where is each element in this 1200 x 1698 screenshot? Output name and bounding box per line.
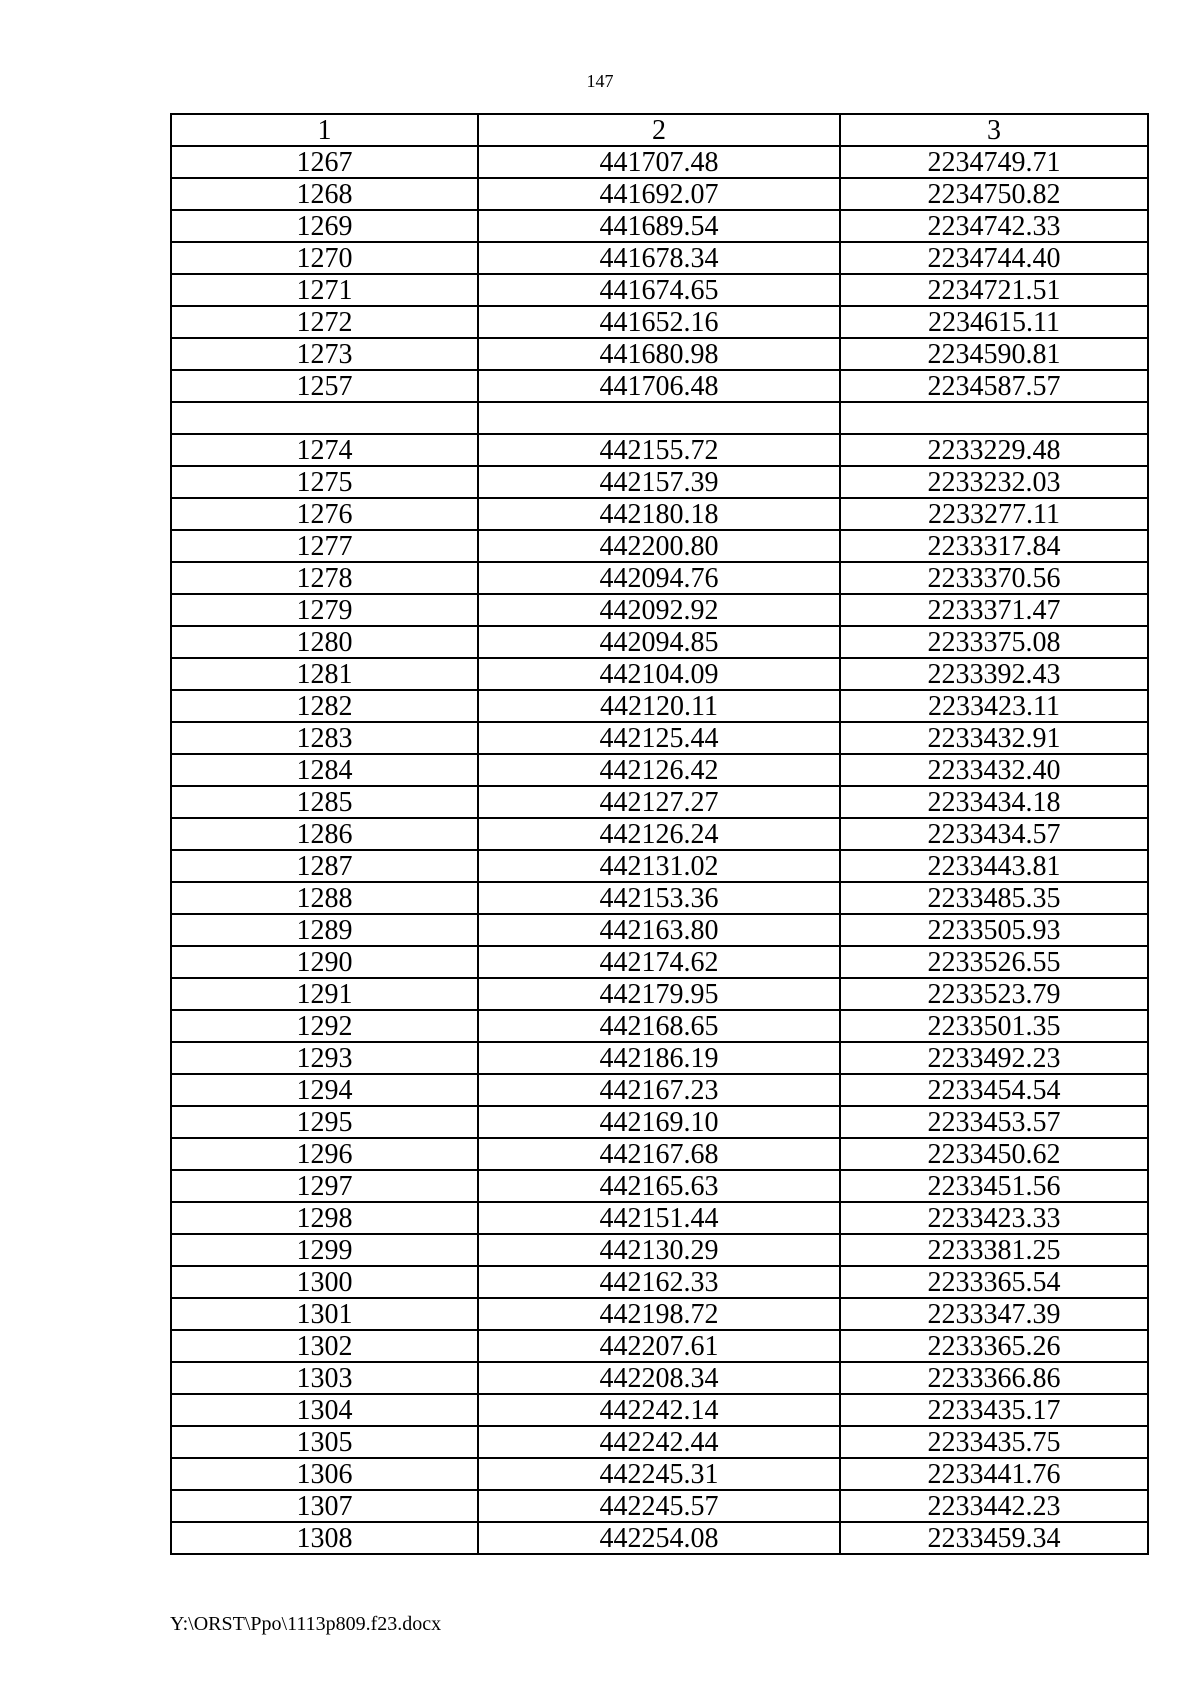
cell-y-coordinate: 2233459.34 (840, 1522, 1148, 1554)
cell-y-coordinate: 2233454.54 (840, 1074, 1148, 1106)
cell-x-coordinate: 442127.27 (478, 786, 840, 818)
table-row (171, 594, 1148, 626)
table-row (171, 1266, 1148, 1298)
table-row (171, 370, 1148, 402)
table-row (171, 626, 1148, 658)
table-row (171, 754, 1148, 786)
cell-y-coordinate: 2233347.39 (840, 1298, 1148, 1330)
cell-point-number: 1275 (171, 466, 478, 498)
cell-y-coordinate: 2234615.11 (840, 306, 1148, 338)
cell-point-number: 1277 (171, 530, 478, 562)
cell-x-coordinate: 442094.76 (478, 562, 840, 594)
cell-y-coordinate: 2234721.51 (840, 274, 1148, 306)
cell-y-coordinate: 2233501.35 (840, 1010, 1148, 1042)
cell-point-number: 1296 (171, 1138, 478, 1170)
cell-y-coordinate: 2233371.47 (840, 594, 1148, 626)
cell-x-coordinate: 442174.62 (478, 946, 840, 978)
cell-y-coordinate: 2233370.56 (840, 562, 1148, 594)
cell-x-coordinate: 442167.68 (478, 1138, 840, 1170)
cell-x-coordinate: 442245.31 (478, 1458, 840, 1490)
cell-y-coordinate: 2233505.93 (840, 914, 1148, 946)
table-row (171, 882, 1148, 914)
table-row (171, 1298, 1148, 1330)
cell-y-coordinate: 2233526.55 (840, 946, 1148, 978)
table-row (171, 1074, 1148, 1106)
cell-point-number: 1304 (171, 1394, 478, 1426)
table-row (171, 1426, 1148, 1458)
table-row (171, 914, 1148, 946)
cell-y-coordinate: 2233432.91 (840, 722, 1148, 754)
cell-x-coordinate: 442179.95 (478, 978, 840, 1010)
table-row (171, 1490, 1148, 1522)
cell-point-number: 1295 (171, 1106, 478, 1138)
table-row (171, 1042, 1148, 1074)
cell-point-number: 1283 (171, 722, 478, 754)
cell-y-coordinate: 2233392.43 (840, 658, 1148, 690)
cell-x-coordinate: 442200.80 (478, 530, 840, 562)
cell-point-number: 1301 (171, 1298, 478, 1330)
cell-y-coordinate (840, 402, 1148, 434)
cell-y-coordinate: 2233523.79 (840, 978, 1148, 1010)
cell-y-coordinate: 2234742.33 (840, 210, 1148, 242)
table-row (171, 1170, 1148, 1202)
cell-x-coordinate: 441680.98 (478, 338, 840, 370)
cell-point-number: 1297 (171, 1170, 478, 1202)
cell-point-number: 1308 (171, 1522, 478, 1554)
cell-x-coordinate: 442131.02 (478, 850, 840, 882)
cell-y-coordinate: 2234744.40 (840, 242, 1148, 274)
cell-y-coordinate: 2233232.03 (840, 466, 1148, 498)
table-row (171, 1106, 1148, 1138)
cell-point-number: 1287 (171, 850, 478, 882)
cell-x-coordinate: 442245.57 (478, 1490, 840, 1522)
table-row (171, 530, 1148, 562)
cell-x-coordinate: 442242.14 (478, 1394, 840, 1426)
cell-point-number: 1300 (171, 1266, 478, 1298)
cell-x-coordinate (478, 402, 840, 434)
cell-y-coordinate: 2233442.23 (840, 1490, 1148, 1522)
cell-y-coordinate: 2233492.23 (840, 1042, 1148, 1074)
footer-file-path: Y:\ORST\Ppo\1113p809.f23.docx (170, 1613, 442, 1635)
table-row (171, 306, 1148, 338)
cell-y-coordinate: 2233317.84 (840, 530, 1148, 562)
table-row (171, 1362, 1148, 1394)
cell-y-coordinate: 2233423.11 (840, 690, 1148, 722)
cell-point-number: 1270 (171, 242, 478, 274)
table-row (171, 274, 1148, 306)
table-row (171, 1234, 1148, 1266)
cell-y-coordinate: 2233423.33 (840, 1202, 1148, 1234)
cell-point-number: 1273 (171, 338, 478, 370)
cell-x-coordinate: 442198.72 (478, 1298, 840, 1330)
table-row (171, 1394, 1148, 1426)
cell-x-coordinate: 442208.34 (478, 1362, 840, 1394)
cell-point-number: 1302 (171, 1330, 478, 1362)
cell-y-coordinate: 2234587.57 (840, 370, 1148, 402)
cell-y-coordinate: 2233450.62 (840, 1138, 1148, 1170)
cell-y-coordinate: 2234750.82 (840, 178, 1148, 210)
cell-x-coordinate: 442186.19 (478, 1042, 840, 1074)
cell-x-coordinate: 442168.65 (478, 1010, 840, 1042)
cell-y-coordinate: 2233277.11 (840, 498, 1148, 530)
header-cell-y-coordinate: 3 (840, 114, 1148, 146)
cell-y-coordinate: 2233432.40 (840, 754, 1148, 786)
cell-x-coordinate: 442120.11 (478, 690, 840, 722)
cell-y-coordinate: 2233434.57 (840, 818, 1148, 850)
cell-point-number: 1289 (171, 914, 478, 946)
cell-point-number: 1286 (171, 818, 478, 850)
cell-x-coordinate: 441706.48 (478, 370, 840, 402)
cell-point-number: 1272 (171, 306, 478, 338)
table-row (171, 562, 1148, 594)
cell-x-coordinate: 441674.65 (478, 274, 840, 306)
cell-y-coordinate: 2233365.26 (840, 1330, 1148, 1362)
cell-y-coordinate: 2233485.35 (840, 882, 1148, 914)
cell-x-coordinate: 442126.42 (478, 754, 840, 786)
cell-x-coordinate: 441678.34 (478, 242, 840, 274)
cell-x-coordinate: 442155.72 (478, 434, 840, 466)
cell-point-number: 1268 (171, 178, 478, 210)
table-row (171, 338, 1148, 370)
table-body (171, 146, 1148, 1554)
cell-point-number: 1307 (171, 1490, 478, 1522)
cell-y-coordinate: 2233381.25 (840, 1234, 1148, 1266)
cell-x-coordinate: 442162.33 (478, 1266, 840, 1298)
cell-point-number: 1280 (171, 626, 478, 658)
cell-x-coordinate: 442151.44 (478, 1202, 840, 1234)
coordinates-table (170, 113, 1149, 1555)
cell-x-coordinate: 442167.23 (478, 1074, 840, 1106)
cell-point-number: 1291 (171, 978, 478, 1010)
table-row (171, 498, 1148, 530)
table-row (171, 658, 1148, 690)
table-header-row (171, 114, 1148, 146)
cell-point-number: 1285 (171, 786, 478, 818)
cell-y-coordinate: 2233229.48 (840, 434, 1148, 466)
cell-point-number: 1282 (171, 690, 478, 722)
cell-y-coordinate: 2233366.86 (840, 1362, 1148, 1394)
cell-point-number: 1292 (171, 1010, 478, 1042)
cell-point-number: 1306 (171, 1458, 478, 1490)
cell-x-coordinate: 441707.48 (478, 146, 840, 178)
cell-y-coordinate: 2233443.81 (840, 850, 1148, 882)
table-row (171, 850, 1148, 882)
table-row (171, 434, 1148, 466)
cell-y-coordinate: 2233441.76 (840, 1458, 1148, 1490)
cell-y-coordinate: 2233451.56 (840, 1170, 1148, 1202)
cell-x-coordinate: 441692.07 (478, 178, 840, 210)
table-row (171, 946, 1148, 978)
cell-point-number: 1294 (171, 1074, 478, 1106)
table-row (171, 178, 1148, 210)
cell-point-number: 1257 (171, 370, 478, 402)
cell-y-coordinate: 2233434.18 (840, 786, 1148, 818)
cell-point-number: 1303 (171, 1362, 478, 1394)
cell-y-coordinate: 2233435.17 (840, 1394, 1148, 1426)
cell-x-coordinate: 442165.63 (478, 1170, 840, 1202)
cell-x-coordinate: 442092.92 (478, 594, 840, 626)
cell-point-number: 1267 (171, 146, 478, 178)
table-row (171, 818, 1148, 850)
table-header (171, 114, 1148, 146)
cell-y-coordinate: 2234590.81 (840, 338, 1148, 370)
table-row (171, 722, 1148, 754)
table-row (171, 1458, 1148, 1490)
table-row (171, 402, 1148, 434)
cell-point-number: 1271 (171, 274, 478, 306)
cell-point-number: 1290 (171, 946, 478, 978)
cell-x-coordinate: 442125.44 (478, 722, 840, 754)
cell-y-coordinate: 2233375.08 (840, 626, 1148, 658)
cell-x-coordinate: 442163.80 (478, 914, 840, 946)
cell-point-number: 1305 (171, 1426, 478, 1458)
cell-x-coordinate: 442207.61 (478, 1330, 840, 1362)
cell-x-coordinate: 442094.85 (478, 626, 840, 658)
table-row (171, 1010, 1148, 1042)
cell-x-coordinate: 441652.16 (478, 306, 840, 338)
cell-y-coordinate: 2233365.54 (840, 1266, 1148, 1298)
table-row (171, 210, 1148, 242)
cell-point-number: 1299 (171, 1234, 478, 1266)
table-row (171, 978, 1148, 1010)
table-row (171, 466, 1148, 498)
cell-point-number: 1293 (171, 1042, 478, 1074)
header-cell-x-coordinate: 2 (478, 114, 840, 146)
page-number: 147 (586, 71, 614, 91)
cell-y-coordinate: 2233453.57 (840, 1106, 1148, 1138)
cell-point-number: 1281 (171, 658, 478, 690)
table-row (171, 1330, 1148, 1362)
cell-y-coordinate: 2234749.71 (840, 146, 1148, 178)
cell-x-coordinate: 442157.39 (478, 466, 840, 498)
table-row (171, 1522, 1148, 1554)
cell-x-coordinate: 442180.18 (478, 498, 840, 530)
cell-x-coordinate: 442104.09 (478, 658, 840, 690)
table-row (171, 786, 1148, 818)
cell-x-coordinate: 442169.10 (478, 1106, 840, 1138)
table-row (171, 146, 1148, 178)
cell-x-coordinate: 442153.36 (478, 882, 840, 914)
cell-point-number: 1279 (171, 594, 478, 626)
table-row (171, 242, 1148, 274)
table-row (171, 690, 1148, 722)
table-row (171, 1202, 1148, 1234)
cell-x-coordinate: 442254.08 (478, 1522, 840, 1554)
cell-x-coordinate: 442126.24 (478, 818, 840, 850)
cell-x-coordinate: 442130.29 (478, 1234, 840, 1266)
cell-point-number (171, 402, 478, 434)
table-row (171, 1138, 1148, 1170)
cell-y-coordinate: 2233435.75 (840, 1426, 1148, 1458)
cell-point-number: 1298 (171, 1202, 478, 1234)
cell-x-coordinate: 441689.54 (478, 210, 840, 242)
cell-point-number: 1276 (171, 498, 478, 530)
cell-point-number: 1269 (171, 210, 478, 242)
cell-x-coordinate: 442242.44 (478, 1426, 840, 1458)
cell-point-number: 1288 (171, 882, 478, 914)
cell-point-number: 1274 (171, 434, 478, 466)
cell-point-number: 1284 (171, 754, 478, 786)
cell-point-number: 1278 (171, 562, 478, 594)
header-cell-point-number: 1 (171, 114, 478, 146)
